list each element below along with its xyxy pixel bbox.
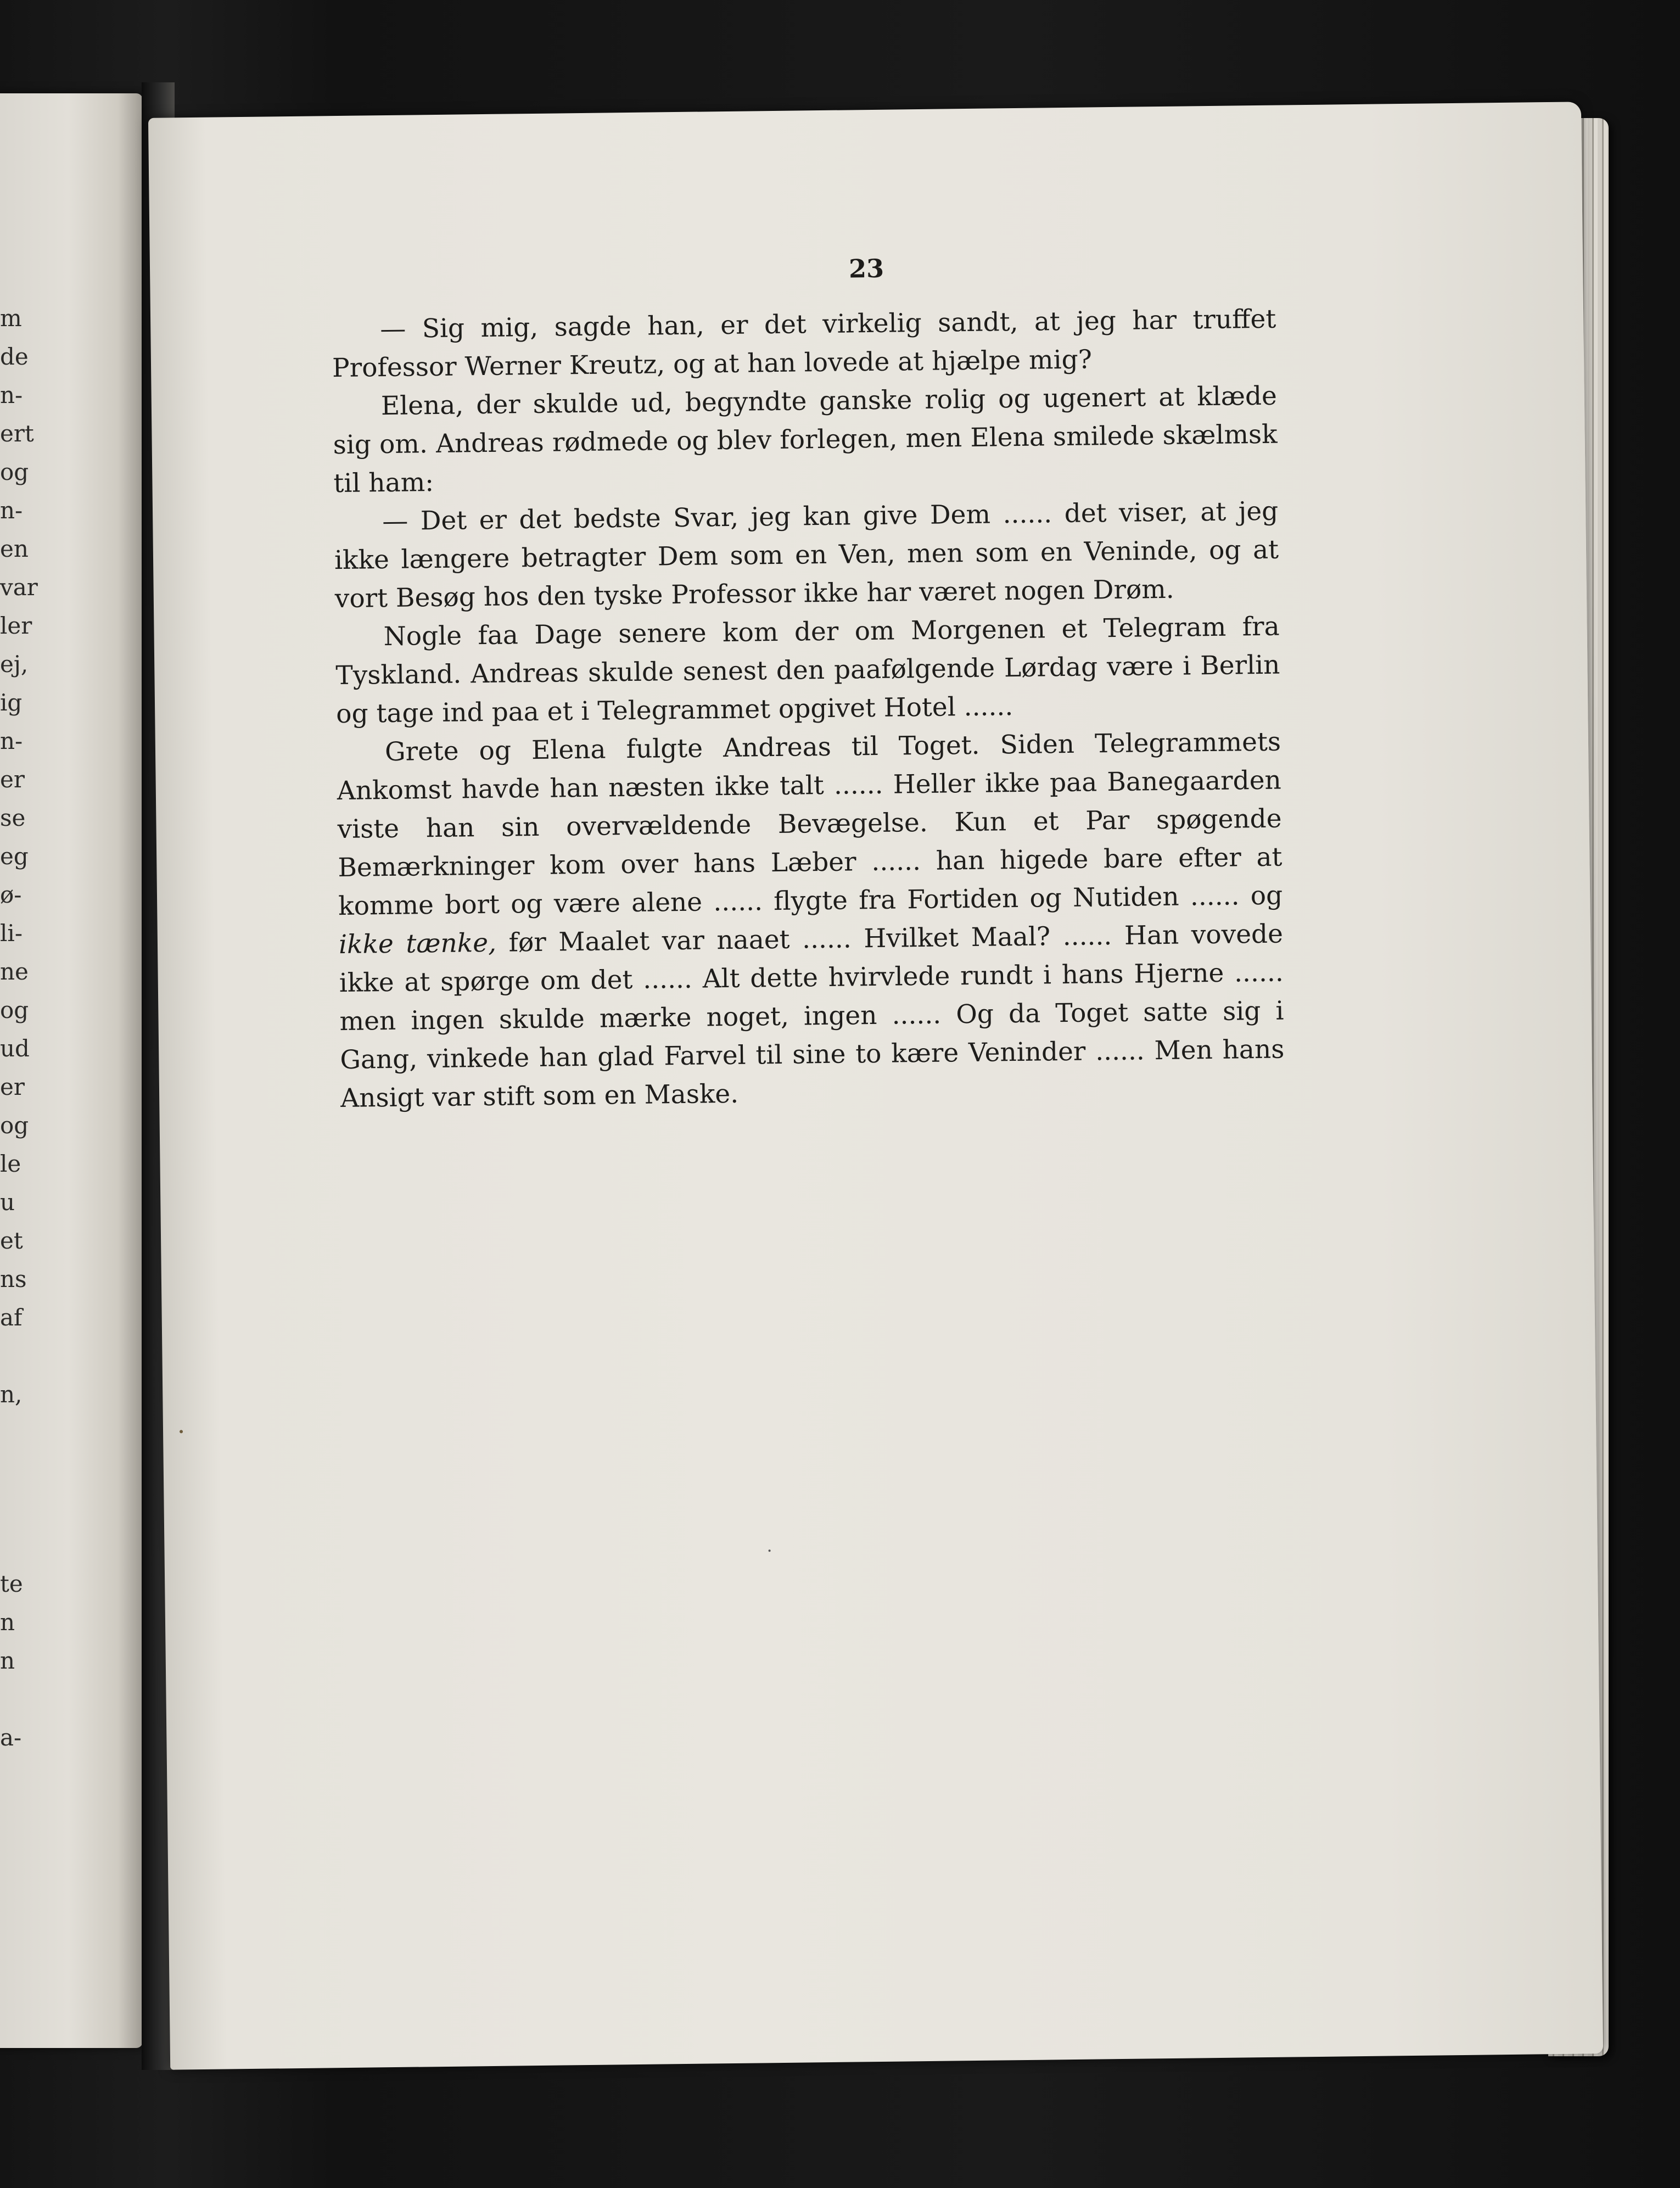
left-line-fragment: n <box>0 1647 15 1674</box>
paragraph: Nogle faa Dage senere kom der om Morgenen et Telegram fra Tyskland. Andreas skulde senest den paafølgende Lørdag være i Berlin og tage ind paa et i Telegrammet opgivet Hotel ...... <box>335 611 1280 730</box>
left-line-fragment: ne <box>0 958 29 985</box>
left-line-fragment: et <box>0 1227 23 1254</box>
left-line-fragment: se <box>0 804 26 831</box>
left-line-fragment: n- <box>0 497 23 524</box>
page-number: 23 <box>848 253 884 284</box>
left-line-fragment: ns <box>0 1266 27 1292</box>
left-line-fragment: te <box>0 1570 23 1597</box>
left-line-fragment: ler <box>0 612 32 639</box>
paragraph-text: før Maalet var naaet ...... Hvilket Maal? ...... Han vovede ikke at spørge om det ...... Alt dette hvirvlede rundt i hans Hjerne ...... men ingen skulde mærke noget, ingen ...... Og da Toget satte sig i Gang, vinkede han glad Farvel til sine to kære Veninder ...... Men hans Ansigt var stift som en Maske. <box>339 919 1285 1114</box>
left-line-fragment: u <box>0 1189 15 1216</box>
left-line-fragment: n- <box>0 382 23 408</box>
left-line-fragment: ert <box>0 420 34 447</box>
left-facing-page <box>0 93 143 2048</box>
left-line-fragment: af <box>0 1304 23 1331</box>
left-line-fragment: ig <box>0 689 23 716</box>
emphasized-text: ikke tænke, <box>338 927 497 960</box>
left-line-fragment: de <box>0 343 29 370</box>
left-line-fragment: eg <box>0 843 29 870</box>
left-line-fragment: var <box>0 574 38 601</box>
paper-fleck <box>769 1549 771 1552</box>
left-line-fragment: m <box>0 305 22 332</box>
body-text <box>332 300 1285 1118</box>
left-line-fragment: le <box>0 1150 21 1177</box>
left-line-fragment: er <box>0 1073 25 1100</box>
left-line-fragment: er <box>0 766 25 793</box>
paragraph: Elena, der skulde ud, begyndte ganske rolig og ugenert at klæde sig om. Andreas rødmede og blev forlegen, men Elena smilede skælmsk til ham: <box>333 380 1278 499</box>
left-line-fragment: a- <box>0 1724 22 1751</box>
left-line-fragment: n, <box>0 1381 23 1408</box>
paragraph-text: Grete og Elena fulgte Andreas til Toget. Siden Telegrammets Ankomst havde han næsten ikke talt ...... Heller ikke paa Banegaarden viste han sin overvældende Bevægelse. Kun et Par spøgende Bemærkninger kom over hans Læber ...... han higede bare efter at komme bort og være alene ...... flygte fra Fortiden og Nutiden ...... og <box>337 726 1283 922</box>
paragraph <box>337 723 1285 1118</box>
left-line-fragment: og <box>0 1112 29 1139</box>
left-line-fragment: n <box>0 1609 15 1636</box>
left-line-fragment: ud <box>0 1035 30 1062</box>
left-line-fragment: en <box>0 535 29 562</box>
left-line-fragment: ej, <box>0 651 29 678</box>
left-page-text-fragments <box>0 93 66 2048</box>
left-line-fragment: og <box>0 997 29 1023</box>
left-line-fragment: ø- <box>0 881 22 908</box>
paper-fleck <box>180 1430 183 1433</box>
left-line-fragment: og <box>0 458 29 485</box>
paragraph: — Sig mig, sagde han, er det virkelig sandt, at jeg har truffet Professor Werner Kreutz, og at han lovede at hjælpe mig? <box>332 304 1276 384</box>
paragraph: — Det er det bedste Svar, jeg kan give Dem ...... det viser, at jeg ikke længere betragter Dem som en Ven, men som en Veninde, og at vort Besøg hos den tyske Professor ikke har været nogen Drøm. <box>334 496 1279 614</box>
book-page <box>148 102 1603 2069</box>
left-line-fragment: li- <box>0 920 23 947</box>
left-line-fragment: n- <box>0 728 23 754</box>
